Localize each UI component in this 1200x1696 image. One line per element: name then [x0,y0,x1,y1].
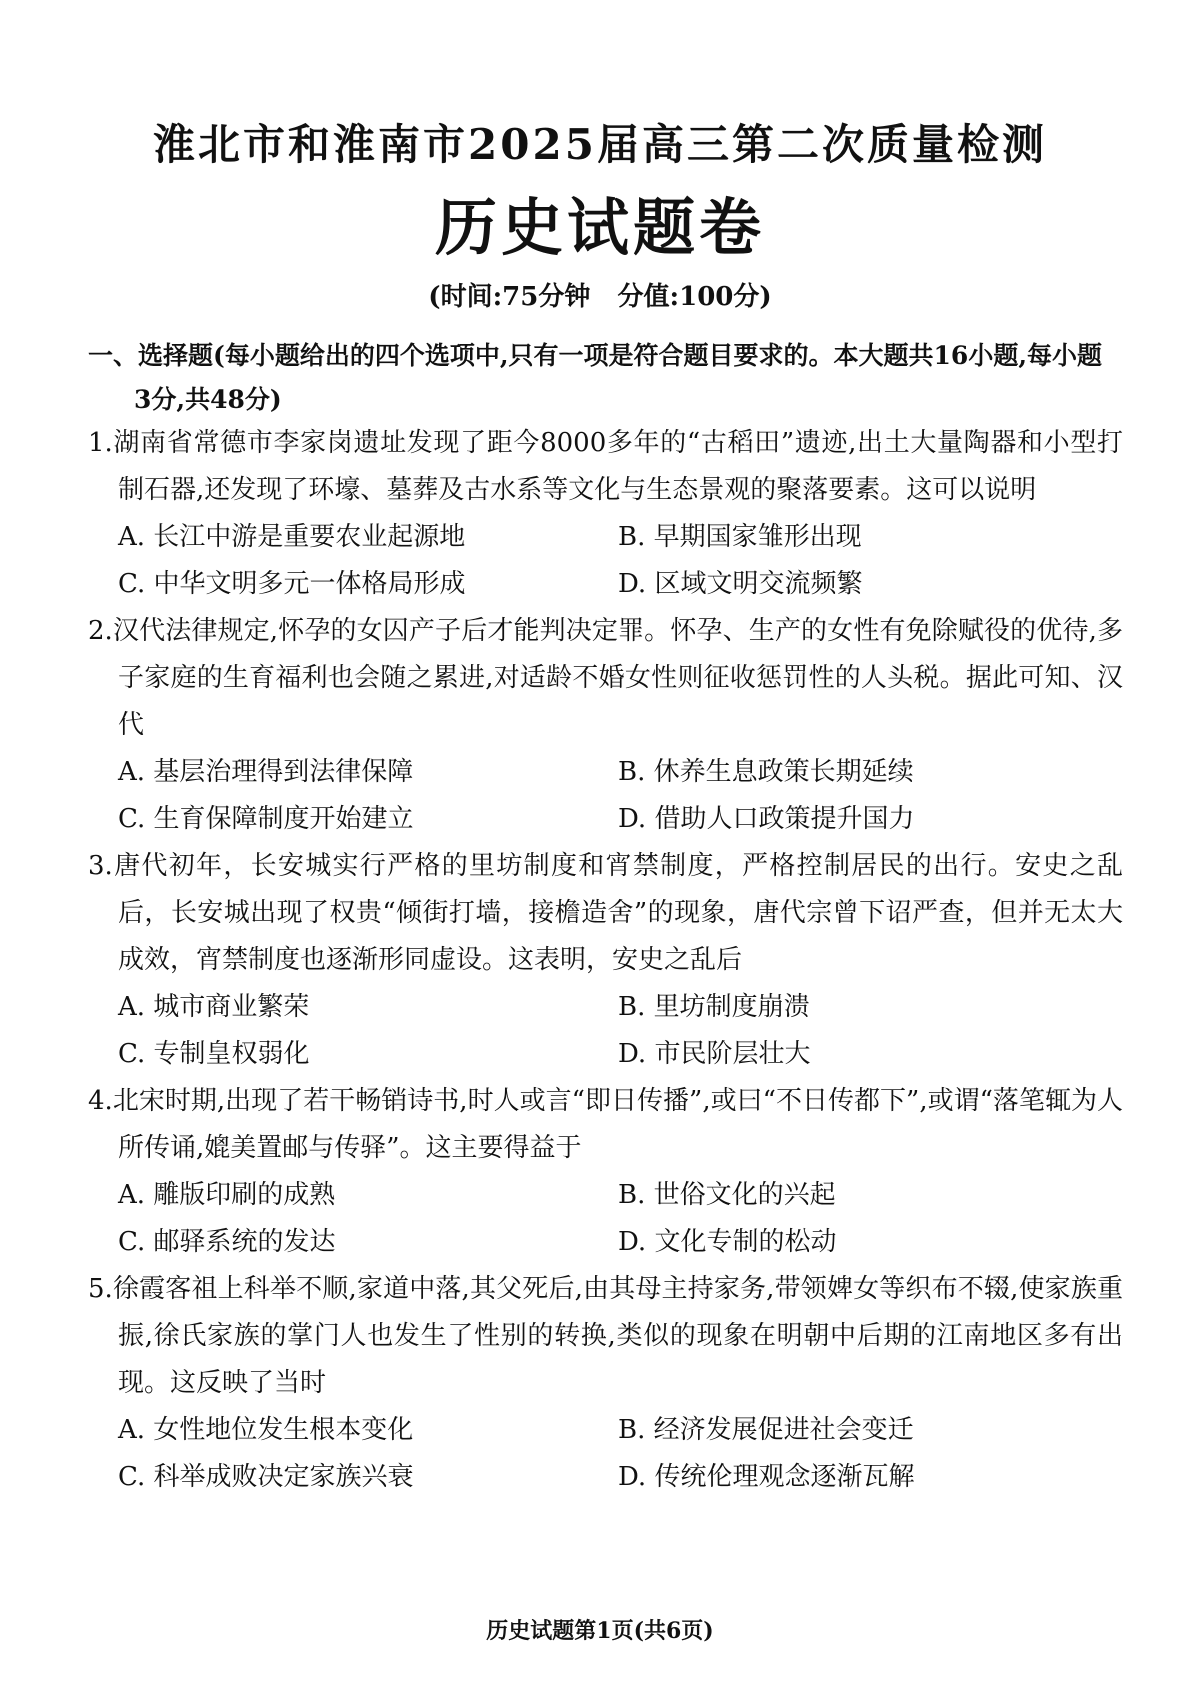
option-d: D. 传统伦理观念逐渐瓦解 [618,1462,915,1492]
page-footer: 历史试题第1页(共6页) [486,1618,714,1644]
exam-meta: (时间:75分钟 分值:100分) [428,282,772,312]
option-d: D. 市民阶层壮大 [618,1039,811,1069]
question-4 [88,1078,1123,1266]
option-c: C. 科举成败决定家族兴衰 [118,1462,414,1492]
option-c: C. 邮驿系统的发达 [118,1227,336,1257]
option-c: C. 专制皇权弱化 [118,1039,310,1069]
option-b: B. 世俗文化的兴起 [618,1180,836,1210]
question-stem: 2.汉代法律规定,怀孕的女囚产子后才能判决定罪。怀孕、生产的女性有免除赋役的优待,多子家庭的生育福利也会随之累进,对适龄不婚女性则征收惩罚性的人头税。据此可知、汉代 [88,616,1123,740]
option-c: C. 中华文明多元一体格局形成 [118,569,466,599]
question-2 [88,608,1123,843]
question-list [88,420,1123,1501]
option-d: D. 借助人口政策提升国力 [618,804,915,834]
option-b: B. 早期国家雏形出现 [618,522,862,552]
question-stem: 1.湖南省常德市李家岗遗址发现了距今8000多年的“古稻田”遗迹,出土大量陶器和小型打制石器,还发现了环壕、墓葬及古水系等文化与生态景观的聚落要素。这可以说明 [88,428,1123,505]
option-a: A. 长江中游是重要农业起源地 [118,522,466,552]
option-row [88,514,1123,561]
option-b: B. 经济发展促进社会变迁 [618,1415,914,1445]
option-row [88,1031,1123,1078]
option-row [88,1172,1123,1219]
option-row [88,984,1123,1031]
option-a: A. 城市商业繁荣 [118,992,310,1022]
option-row [88,1219,1123,1266]
option-row [88,796,1123,843]
option-a: A. 基层治理得到法律保障 [118,757,414,787]
option-d: D. 文化专制的松动 [618,1227,837,1257]
question-3 [88,843,1123,1078]
option-b: B. 里坊制度崩溃 [618,992,810,1022]
option-row [88,1407,1123,1454]
option-a: A. 女性地位发生根本变化 [118,1415,414,1445]
option-c: C. 生育保障制度开始建立 [118,804,414,834]
subject-title: 历史试题卷 [434,191,765,264]
question-stem: 3.唐代初年，长安城实行严格的里坊制度和宵禁制度，严格控制居民的出行。安史之乱后，长安城出现了权贵“倾街打墙，接檐造舍”的现象，唐代宗曾下诏严查，但并无太大成效，宵禁制度也逐渐形同虚设。这表明，安史之乱后 [88,851,1123,975]
option-a: A. 雕版印刷的成熟 [118,1180,336,1210]
exam-name: 淮北市和淮南市2025届高三第二次质量检测 [153,120,1047,169]
question-stem: 5.徐霞客祖上科举不顺,家道中落,其父死后,由其母主持家务,带领婢女等织布不辍,使家族重振,徐氏家族的掌门人也发生了性别的转换,类似的现象在明朝中后期的江南地区多有出现。这反映了当时 [88,1274,1123,1398]
option-row [88,561,1123,608]
question-5 [88,1266,1123,1501]
option-row [88,1454,1123,1501]
option-b: B. 休养生息政策长期延续 [618,757,914,787]
option-row [88,749,1123,796]
option-d: D. 区域文明交流频繁 [618,569,863,599]
question-1 [88,420,1123,608]
question-stem: 4.北宋时期,出现了若干畅销诗书,时人或言“即日传播”,或曰“不日传都下”,或谓“落笔辄为人所传诵,媲美置邮与传驿”。这主要得益于 [88,1086,1123,1163]
section-heading: 一、选择题(每小题给出的四个选项中,只有一项是符合题目要求的。本大题共16小题,每小题3分,共48分) [88,341,1103,414]
